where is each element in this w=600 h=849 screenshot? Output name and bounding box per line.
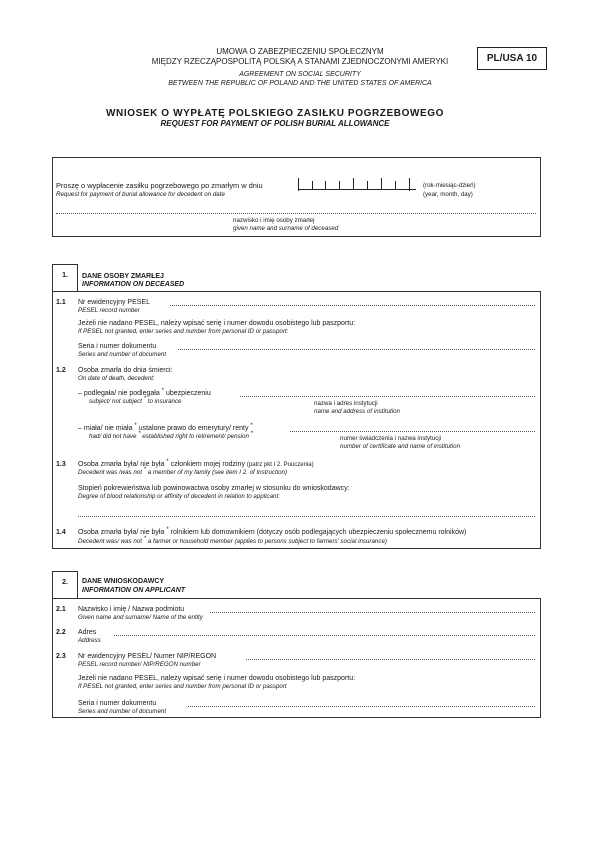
section1-number: 1. — [62, 272, 68, 279]
applicant-pesel-field[interactable] — [246, 659, 535, 660]
pension-choice-text-en: had/ did not have — [89, 433, 137, 440]
request-label-pl: Proszę o wypłacenie zasiłku pogrzebowego po zmarłym w dniu — [56, 181, 263, 190]
item-1-1-label-en: PESEL record number — [78, 307, 140, 314]
form-code: PL/USA 10 — [486, 53, 538, 64]
item-2-2-label-pl: Adres — [78, 629, 97, 636]
item-2-3-label-en: PESEL record number/ NIP/REGON number — [78, 661, 201, 668]
section2-number: 2. — [62, 579, 68, 586]
insurance-choice-text: – podlegała/ nie podlegała — [78, 390, 160, 397]
item-1-1-doc-label-en: Series and number of document — [78, 351, 167, 358]
item-2-1-label-pl: Nazwisko i imię / Nazwa podmiotu — [78, 606, 185, 613]
asterisk-mark: * — [250, 423, 253, 429]
deceased-name-caption-en: given name and surname of deceased — [233, 225, 339, 232]
family-choice-text-en: Decedent was /was not — [78, 469, 142, 476]
pension-option-en — [89, 433, 253, 441]
section1-number-box — [52, 264, 78, 292]
farmer-option-pl[interactable] — [78, 528, 466, 538]
farmer-choice-text-en: Decedent was/ was not — [78, 538, 142, 545]
farmer-option-en — [78, 538, 387, 546]
pension-certificate-field[interactable] — [290, 431, 535, 432]
pension-choice-text: – miała/ nie miała — [78, 425, 133, 432]
asterisk-mark: * — [143, 536, 147, 542]
pension-text-en: established right to retirement/ pension — [142, 433, 249, 440]
pension-caption-en: number of certificate and name of institution — [340, 443, 461, 450]
relation-label-pl: Stopień pokrewieństwa lub powinowactwa osoby zmarłej w stosunku do wnioskodawcy: — [78, 485, 350, 492]
section1-title-pl: DANE OSOBY ZMARŁEJ — [82, 273, 164, 280]
asterisk-mark: * — [143, 467, 147, 473]
farmer-choice-text: Osoba zmarła była/ nie była — [78, 529, 165, 536]
date-format-en: (year, month, day) — [423, 191, 473, 198]
farmer-text: rolnikiem lub domownikiem (dotyczy osób podlegających ubezpieczeniu społecznemu rolników) — [170, 529, 467, 536]
item-2-3-label-pl: Nr ewidencyjny PESEL/ Numer NIP/REGON — [78, 653, 217, 660]
insurance-option-en — [89, 398, 182, 406]
agreement-title-pl-1: UMOWA O ZABEZPIECZENIU SPOŁECZNYM — [216, 47, 384, 56]
asterisk-mark: * — [134, 423, 137, 429]
item-1-2-number: 1.2 — [56, 367, 66, 374]
item-1-1-note-pl: Jeżeli nie nadano PESEL, należy wpisać serię i numer dowodu osobistego lub paszportu: — [78, 320, 356, 327]
item-1-1-doc-label-pl: Seria i numer dokumentu — [78, 343, 157, 350]
instruction-reference: (patrz pkt I 2. Pouczenia) — [246, 462, 314, 468]
family-text: członkiem mojej rodziny — [170, 461, 245, 468]
form-title-en: REQUEST FOR PAYMENT OF POLISH BURIAL ALLOWANCE — [160, 119, 390, 128]
applicant-document-field[interactable] — [188, 706, 535, 707]
section2-number-box — [52, 571, 78, 599]
item-1-4-number: 1.4 — [56, 529, 66, 536]
asterisk-mark: * — [138, 431, 141, 437]
form-title-pl: WNIOSEK O WYPŁATĘ POLSKIEGO ZASIŁKU POGRZEBOWEGO — [105, 108, 445, 119]
item-1-3-number: 1.3 — [56, 461, 66, 468]
deceased-name-caption-pl: nazwisko i imię osoby zmarłej — [233, 217, 315, 224]
insurance-choice-text-en: subject/ not subject — [89, 398, 142, 405]
deceased-name-field[interactable] — [56, 213, 536, 214]
applicant-name-field[interactable] — [210, 612, 535, 613]
item-1-2-label-pl: Osoba zmarła do dnia śmierci: — [78, 367, 173, 374]
item-2-1-label-en: Given name and surname/ Name of the entity — [78, 614, 203, 621]
item-2-3-number: 2.3 — [56, 653, 66, 660]
item-2-3-doc-label-pl: Seria i numer dokumentu — [78, 700, 157, 707]
item-1-1-note-en: If PESEL not granted, enter series and number from personal ID or passport: — [78, 328, 289, 335]
request-label-en: Request for payment of burial allowance for decedent on date — [56, 191, 225, 198]
item-1-1-label-pl: Nr ewidencyjny PESEL — [78, 299, 150, 306]
family-choice-text: Osoba zmarła była/ nie była — [78, 461, 165, 468]
item-2-3-note-pl: Jeżeli nie nadano PESEL, należy wpisać serię i numer dowodu osobistego lub paszportu: — [78, 675, 356, 682]
deceased-document-field[interactable] — [178, 349, 535, 350]
agreement-title-en-2: BETWEEN THE REPUBLIC OF POLAND AND THE UNITED STATES OF AMERICA — [168, 80, 432, 87]
item-2-3-note-en: If PESEL not granted, enter series and number from personal ID or passport — [78, 683, 287, 690]
insurance-text: ubezpieczeniu — [166, 390, 211, 397]
insurance-caption-en: name and address of institution — [314, 408, 400, 415]
asterisk-mark: * — [250, 431, 253, 437]
insurance-text-en: to insurance — [147, 398, 182, 405]
deceased-pesel-field[interactable] — [170, 305, 535, 306]
asterisk-mark: * — [161, 388, 165, 394]
date-format-pl: (rok-miesiąc-dzień) — [423, 182, 476, 189]
section2-title-pl: DANE WNIOSKODAWCY — [82, 578, 165, 585]
relation-degree-field[interactable] — [78, 516, 535, 517]
pension-caption-pl: numer świadczenia i nazwa instytucji — [340, 435, 442, 442]
family-text-en: a member of my family (see item I 2. of Instruction) — [147, 469, 288, 476]
asterisk-mark: * — [166, 527, 169, 533]
section2-title-en: INFORMATION ON APPLICANT — [82, 587, 186, 594]
asterisk-mark: * — [143, 396, 147, 402]
applicant-address-field[interactable] — [114, 635, 535, 636]
insurance-institution-field[interactable] — [240, 396, 535, 397]
family-member-option-en — [78, 469, 287, 477]
item-2-3-doc-label-en: Series and number of document — [78, 708, 167, 715]
item-1-1-number: 1.1 — [56, 299, 66, 306]
item-1-2-label-en: On date of death, decedent: — [78, 375, 155, 382]
agreement-title-pl-2: MIĘDZY RZECZĄPOSPOLITĄ POLSKĄ A STANAMI ZJEDNOCZONYMI AMERYKI — [151, 57, 449, 66]
asterisk-mark: * — [166, 459, 169, 465]
section1-title-en: INFORMATION ON DECEASED — [82, 281, 185, 288]
item-2-1-number: 2.1 — [56, 606, 66, 613]
item-2-2-number: 2.2 — [56, 629, 66, 636]
pension-text: ustalone prawo do emerytury/ renty — [138, 425, 249, 432]
insurance-caption-pl: nazwa i adres instytucji — [314, 400, 378, 407]
agreement-title-en-1: AGREEMENT ON SOCIAL SECURITY — [239, 71, 361, 78]
form-code-box — [477, 47, 547, 70]
item-2-2-label-en: Address — [78, 637, 101, 644]
farmer-text-en: a farmer or household member (applies to persons subject to farmers' social insurance) — [147, 538, 387, 545]
relation-label-en: Degree of blood relationship or affinity of decedent in relation to applicant: — [78, 493, 280, 500]
